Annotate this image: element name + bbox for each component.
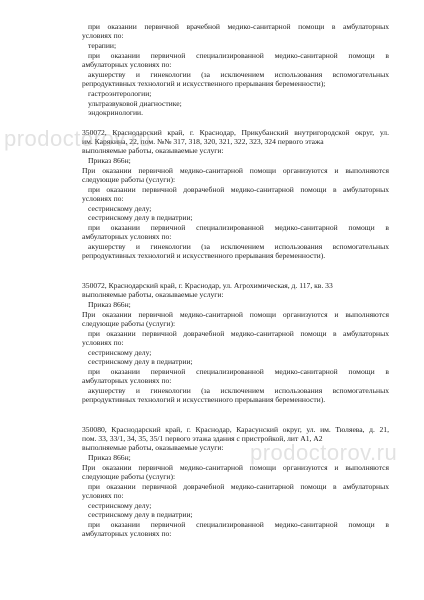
text-line: следующие работы (услуги): bbox=[82, 319, 176, 328]
text-line: сестринскому делу; bbox=[88, 204, 152, 213]
text-line: эндокринологии. bbox=[88, 108, 144, 117]
text-line: при оказании первичной доврачебной медико-санитарной помощи в амбулаторных bbox=[88, 185, 389, 194]
text-line: следующие работы (услуги): bbox=[82, 472, 176, 481]
text-line: акушерству и гинекологии (за исключением использования вспомогательных bbox=[88, 70, 389, 79]
address-line: пом. 33, 33/1, 34, 35, 35/1 первого этажа здания с пристройкой, лит А1, А2 bbox=[82, 434, 323, 443]
text-line: амбулаторных условиях по: bbox=[82, 529, 172, 538]
text-line: при оказании первичной доврачебной медико-санитарной помощи в амбулаторных bbox=[88, 329, 389, 338]
text-line: сестринскому делу; bbox=[88, 348, 152, 357]
text-line: амбулаторных условиях по: bbox=[82, 376, 172, 385]
text-line: сестринскому делу в педиатрии; bbox=[88, 357, 193, 366]
text-line: условиях по: bbox=[82, 31, 124, 40]
text-line: гастроэнтерологии; bbox=[88, 89, 152, 98]
watermark-top: prodoctorov.ru bbox=[4, 126, 152, 151]
text-line: выполняемые работы, оказываемые услуги: bbox=[82, 146, 224, 155]
text-line: при оказании первичной специализированной медико-санитарной помощи в bbox=[88, 367, 389, 376]
text-line: Приказ 866н; bbox=[88, 453, 131, 462]
text-line: акушерству и гинекологии (за исключением использования вспомогательных bbox=[88, 242, 389, 251]
text-line: При оказании первичной медико-санитарной помощи организуются и выполняются bbox=[82, 166, 389, 175]
text-line: условиях по: bbox=[82, 491, 124, 500]
text-line: ультразвуковой диагностике; bbox=[88, 99, 182, 108]
text-line: Приказ 866н; bbox=[88, 156, 131, 165]
text-line: выполняемые работы, оказываемые услуги: bbox=[82, 443, 224, 452]
text-line: амбулаторных условиях по: bbox=[82, 232, 172, 241]
text-line: При оказании первичной медико-санитарной помощи организуются и выполняются bbox=[82, 463, 389, 472]
text-line: репродуктивных технологий и искусственного прерывания беременности); bbox=[82, 79, 326, 88]
text-line: при оказании первичной доврачебной медико-санитарной помощи в амбулаторных bbox=[88, 482, 389, 491]
text-line: терапии; bbox=[88, 41, 117, 50]
text-line: условиях по: bbox=[82, 194, 124, 203]
text-line: Приказ 866н; bbox=[88, 300, 131, 309]
text-line: При оказании первичной медико-санитарной помощи организуются и выполняются bbox=[82, 310, 389, 319]
text-line: следующие работы (услуги): bbox=[82, 175, 176, 184]
text-line: при оказании первичной врачебной медико-санитарной помощи в амбулаторных bbox=[88, 22, 389, 31]
address-line: 350072, Краснодарский край, г. Краснодар, ул. Агрохимическая, д. 117, кв. 33 bbox=[82, 281, 333, 290]
watermark-bottom: prodoctorov.ru bbox=[250, 440, 398, 465]
address-line: 350072, Краснодарский край, г. Краснодар, Прикубанский внутригородской округ, ул. bbox=[82, 128, 389, 137]
text-line: акушерству и гинекологии (за исключением использования вспомогательных bbox=[88, 386, 389, 395]
text-line: выполняемые работы, оказываемые услуги: bbox=[82, 290, 224, 299]
text-line: сестринскому делу в педиатрии; bbox=[88, 213, 193, 222]
text-line: репродуктивных технологий и искусственного прерывания беременности). bbox=[82, 251, 326, 260]
address-line: им. Карякина, 22, пом. №№ 317, 318, 320, 321, 322, 323, 324 первого этажа bbox=[82, 137, 324, 146]
text-line: амбулаторных условиях по: bbox=[82, 60, 172, 69]
text-line: сестринскому делу в педиатрии; bbox=[88, 510, 193, 519]
text-line: при оказании первичной специализированной медико-санитарной помощи в bbox=[88, 51, 389, 60]
text-line: сестринскому делу; bbox=[88, 501, 152, 510]
text-line: при оказании первичной специализированной медико-санитарной помощи в bbox=[88, 223, 389, 232]
text-line: при оказании первичной специализированной медико-санитарной помощи в bbox=[88, 520, 389, 529]
address-line: 350080, Краснодарский край, г. Краснодар, Карасунский округ, ул. им. Тюляева, д. 21, bbox=[82, 425, 389, 434]
text-line: репродуктивных технологий и искусственного прерывания беременности). bbox=[82, 395, 326, 404]
text-line: условиях по: bbox=[82, 338, 124, 347]
